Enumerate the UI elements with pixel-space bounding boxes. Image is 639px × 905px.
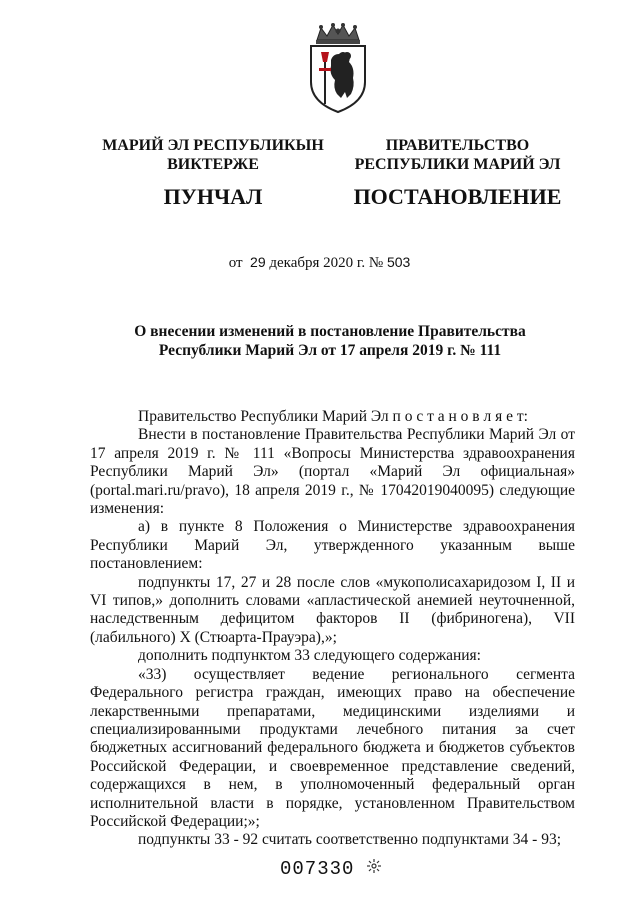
header-russian-block	[345, 136, 570, 210]
crown-icon	[316, 23, 360, 44]
body-paragraph-a: а) в пункте 8 Положения о Министерстве здравоохранения Республики Марий Эл, утвержденного указанным выше постановлением:	[90, 518, 575, 573]
serial-number: 007330	[280, 858, 355, 880]
title-line1: О внесении изменений в постановление Правительства	[134, 323, 526, 340]
header-right-doc-type: ПОСТАНОВЛЕНИЕ	[353, 184, 562, 209]
date-prefix: от	[228, 255, 243, 271]
body-paragraph-decree: Правительство Республики Марий Эл п о с т а н о в л я е т:	[138, 408, 528, 425]
title-line2: Республики Марий Эл от 17 апреля 2019 г. № 111	[158, 342, 502, 359]
date-day: 29	[250, 254, 266, 270]
header-mari-block	[88, 136, 338, 210]
body-paragraph-33: «33) осуществляет ведение регионального сегмента Федерального регистра граждан, имеющих право на обеспечение лекарственными препаратами, медицинскими изделиями и специализированными продуктами лечебного питания за счет бюджетных ассигнований федерального бюджета и бюджетов субъектов Российской Федерации, и своевременное представление сведений, содержащихся в нем, в уполномоченный федеральный орган исполнительной власти в порядке, установленном Правительством Российской Федерации;»;	[90, 665, 575, 830]
header-right-line2: РЕСПУБЛИКИ МАРИЙ ЭЛ	[354, 156, 561, 173]
rosette-icon	[366, 858, 382, 874]
body-paragraph-amend: Внести в постановление Правительства Республики Марий Эл от 17 апреля 2019 г. № 111 «Вопросы Министерства здравоохранения Республики Марий Эл» (портал «Марий Эл официальная» (portal.mari.ru/pravo), 18 апреля 2019 г., № 17042019040095) следующие изменения:	[90, 426, 575, 518]
header-left-doc-type: ПУНЧАЛ	[163, 184, 263, 209]
document-title	[90, 322, 570, 360]
header-right-line1: ПРАВИТЕЛЬСТВО	[385, 137, 530, 154]
document-number: 503	[386, 254, 411, 270]
header-left-line2: ВИКТЕРЖЕ	[167, 156, 259, 173]
coat-of-arms-emblem	[303, 22, 373, 114]
body-paragraph-add: дополнить подпунктом 33 следующего содержания:	[138, 647, 481, 665]
document-body	[90, 408, 575, 850]
body-paragraph-renumber: подпункты 33 - 92 считать соответственно подпунктами 34 - 93;	[138, 831, 562, 849]
body-paragraph-subpoints: подпункты 17, 27 и 28 после слов «мукополисахаридозом I, II и VI типов,» дополнить словами «апластической анемией неуточненной, наследственным дефицитом факторов II (фибриногена), VII (лабильного) X (Стюарта-Прауэра),»;	[90, 573, 575, 646]
date-month-year: декабря 2020 г. №	[269, 255, 384, 271]
document-date-line	[0, 254, 639, 272]
header-left-line1: МАРИЙ ЭЛ РЕСПУБЛИКЫН	[102, 137, 324, 154]
